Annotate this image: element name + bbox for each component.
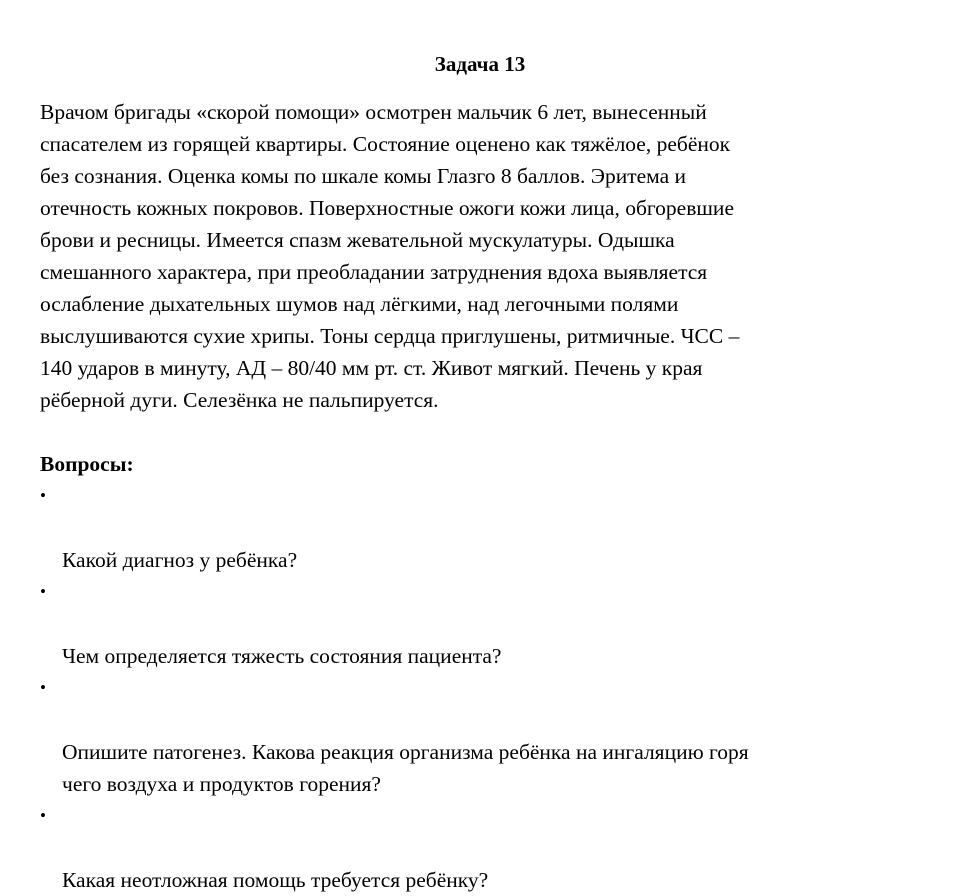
question-text: Чем определяется тяжесть состояния пациента? [62, 644, 502, 668]
question-item [40, 672, 920, 800]
question-text: Какая неотложная помощь требуется ребёнку? [62, 868, 489, 892]
bullet-icon: • [40, 582, 46, 601]
questions-list [40, 480, 920, 896]
bullet-icon: • [40, 678, 46, 697]
question-text: Опишите патогенез. Какова реакция организма ребёнка на ингаляцию горя чего воздуха и продуктов горения? [62, 740, 749, 796]
question-item [40, 480, 920, 576]
bullet-icon: • [40, 486, 46, 505]
questions-heading: Вопросы: [40, 452, 134, 476]
slide-content [40, 48, 920, 896]
question-text: Какой диагноз у ребёнка? [62, 548, 298, 572]
task-title: Задача 13 [434, 52, 526, 76]
bullet-icon: • [40, 806, 46, 825]
task-description: Врачом бригады «скорой помощи» осмотрен мальчик 6 лет, вынесенный спасателем из горящей квартиры. Состояние оценено как тяжёлое, ребёнок без сознания. Оценка комы по шкале комы Глазго 8 баллов. Эритема и отечность кожных покровов. Поверхностные ожоги кожи лица, обгоревшие брови и ресницы. Имеется спазм жевательной мускулатуры. Одышка смешанного характера, при преобладании затруднения вдоха выявляется ослабление дыхательных шумов над лёгкими, над легочными полями выслушиваются сухие хрипы. Тоны сердца приглушены, ритмичные. ЧСС – 140 ударов в минуту, АД – 80/40 мм рт. ст. Живот мягкий. Печень у края рёберной дуги. Селезёнка не пальпируется. [40, 100, 740, 412]
question-item [40, 576, 920, 672]
question-item [40, 800, 920, 896]
